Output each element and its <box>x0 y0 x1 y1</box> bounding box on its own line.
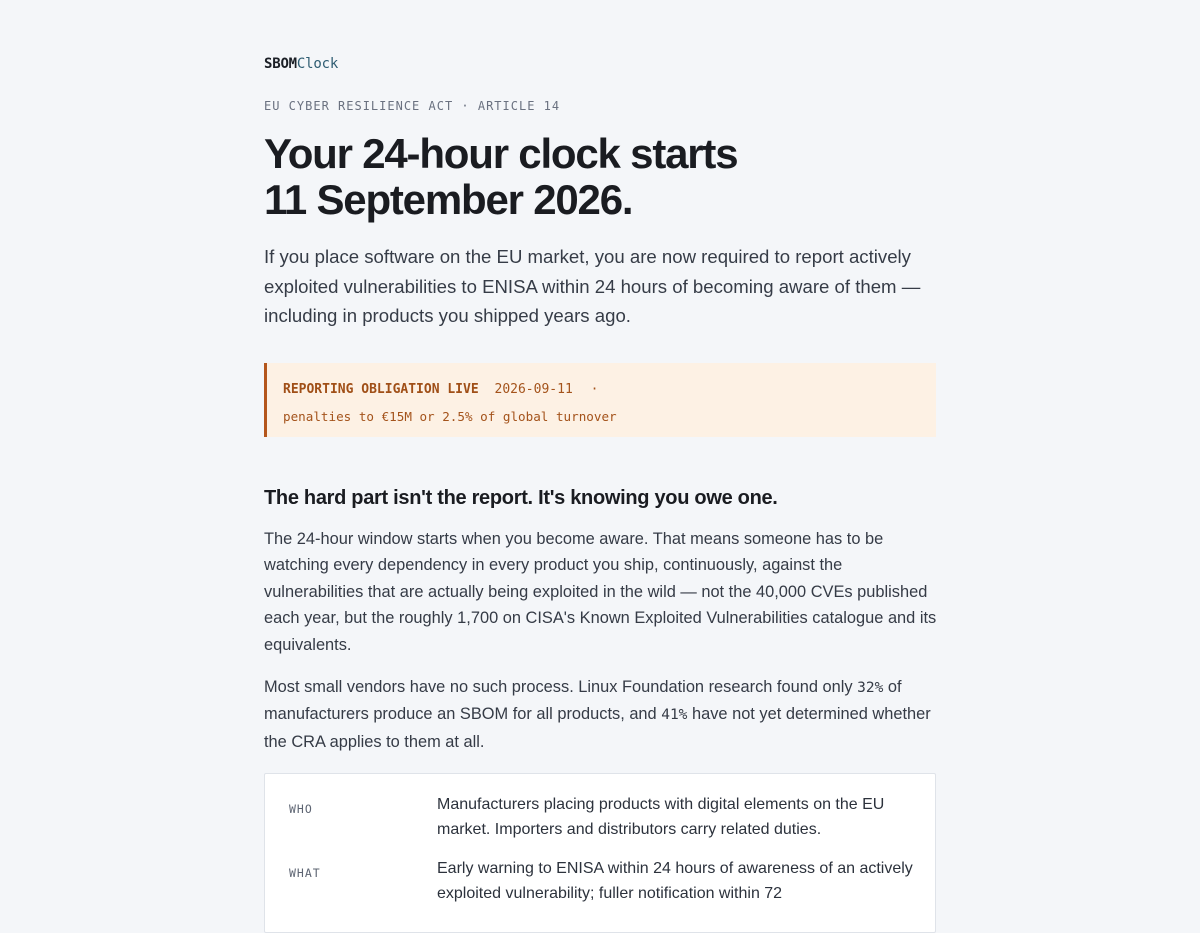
reporting-obligation-callout <box>264 363 936 437</box>
fact-key-what: WHAT <box>289 866 321 880</box>
cra-undetermined-stat: 41% <box>661 707 688 724</box>
fact-value-what: Early warning to ENISA within 24 hours of awareness of an actively exploited vulnerability; fuller notification within 72 <box>437 860 913 902</box>
callout-separator: · <box>590 382 599 397</box>
sbom-stat: 32% <box>857 680 884 696</box>
fact-key-who: WHO <box>289 802 313 816</box>
headline-line-2: 11 September 2026. <box>264 176 633 223</box>
callout-date: 2026-09-11 <box>494 382 573 397</box>
headline-line-1: Your 24-hour clock starts <box>264 130 738 177</box>
fact-value-who: Manufacturers placing products with digital elements on the EU market. Importers and distributors carry related duties. <box>437 796 885 838</box>
facts-table <box>264 773 936 933</box>
paragraph-2-text-3: have not yet determined whether the CRA applies to them at all. <box>264 705 931 751</box>
paragraph-2-text-2: of manufacturers produce an SBOM for all products, and <box>264 678 902 724</box>
body-paragraph-1: The 24-hour window starts when you become aware. That means someone has to be watching every dependency in every product you ship, continuously, against the vulnerabilities that are actually being exploited in the wild — not the 40,000 CVEs published each year, but the roughly 1,700 on CISA's Known Exploited Vulnerabilities catalogue and its equivalents. <box>264 530 937 654</box>
logo-part-clock: Clock <box>296 56 339 72</box>
eyebrow-label: EU CYBER RESILIENCE ACT · ARTICLE 14 <box>264 99 561 113</box>
paragraph-2-text-1: Most small vendors have no such process. Linux Foundation research found only <box>264 678 858 696</box>
body-paragraph-2 <box>264 674 944 755</box>
callout-label: REPORTING OBLIGATION LIVE <box>283 382 479 397</box>
callout-penalties: penalties to €15M or 2.5% of global turnover <box>283 409 617 424</box>
sbomclock-logo[interactable] <box>264 56 338 72</box>
logo-part-sbom: SBOM <box>264 56 297 72</box>
page-headline <box>264 131 936 223</box>
section-heading: The hard part isn't the report. It's knowing you owe one. <box>264 487 778 509</box>
lede-paragraph: If you place software on the EU market, you are now required to report actively exploited vulnerabilities to ENISA within 24 hours of becoming aware of them — including in products you shipped years ago. <box>264 246 921 326</box>
